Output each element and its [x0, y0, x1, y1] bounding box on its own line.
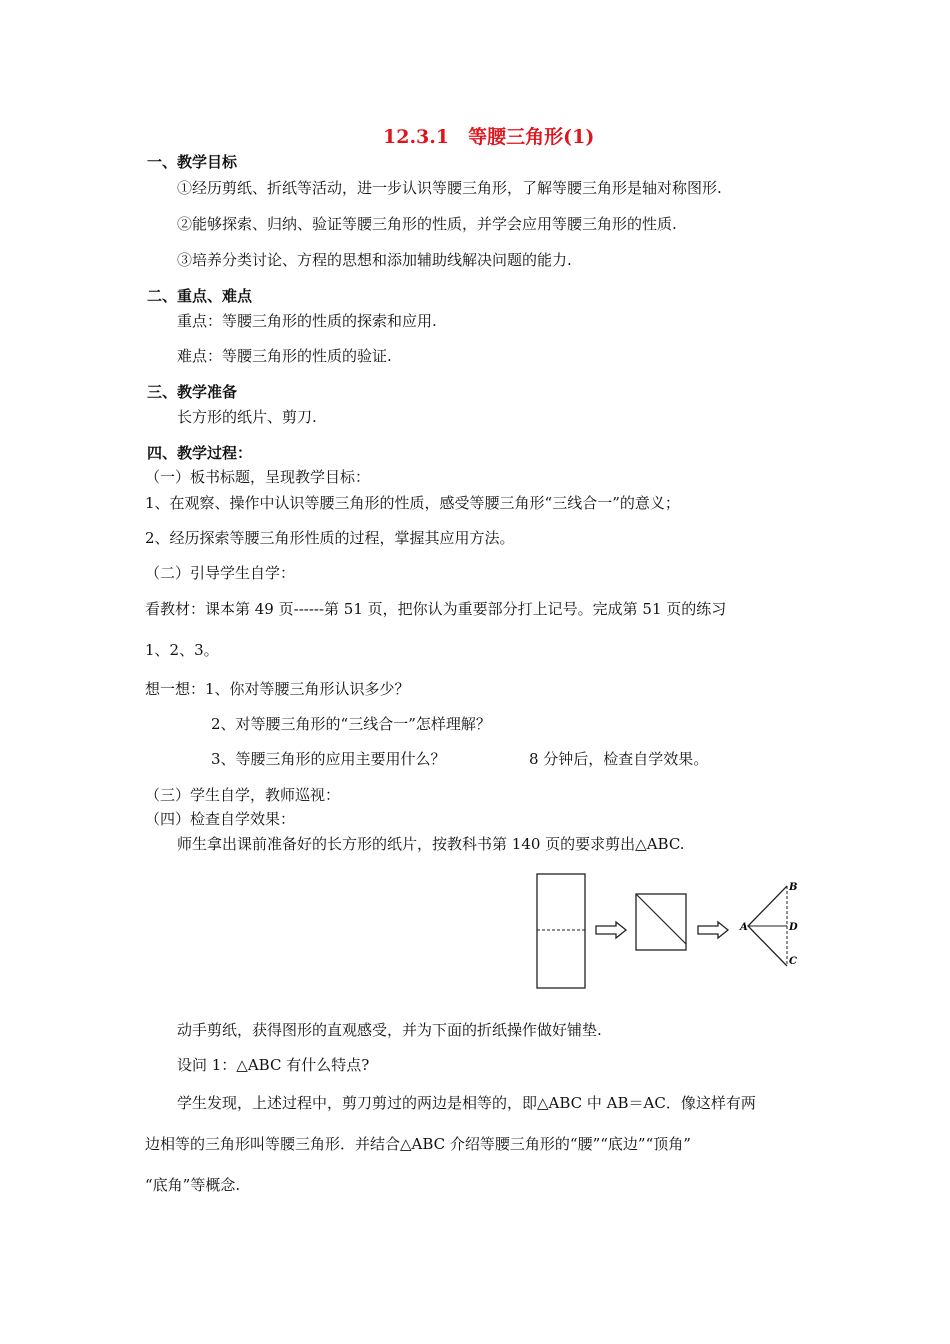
answer-line-1: 学生发现，上述过程中，剪刀剪过的两边是相等的，即△ABC 中 AB＝AC．像这样有两	[177, 1094, 756, 1112]
process-step-4: （四）检查自学效果：	[145, 810, 296, 828]
preparation-text: 长方形的纸片、剪刀.	[177, 408, 317, 426]
section-heading-goals: 一、教学目标	[147, 153, 238, 171]
goal-item-1: ①经历剪纸、折纸等活动，进一步认识等腰三角形，了解等腰三角形是轴对称图形.	[177, 179, 722, 197]
process-step-2: （二）引导学生自学：	[145, 564, 296, 582]
section-heading-process: 四、教学过程：	[147, 444, 253, 462]
answer-line-2: 边相等的三角形叫等腰三角形．并结合△ABC 介绍等腰三角形的“腰”“底边”“顶角”	[145, 1135, 691, 1153]
page-title: 12.3.1 等腰三角形(1)	[383, 126, 595, 148]
folded-square	[636, 894, 686, 950]
goal-item-2: ②能够探索、归纳、验证等腰三角形的性质，并学会应用等腰三角形的性质.	[177, 215, 677, 233]
process-step-1-item-2: 2、经历探索等腰三角形性质的过程，掌握其应用方法。	[145, 529, 515, 547]
label-a: A	[740, 922, 748, 933]
think-time-note: 8 分钟后，检查自学效果。	[529, 750, 709, 768]
reading-instruction-line-1: 看教材：课本第 49 页------第 51 页，把你认为重要部分打上记号。完成第 51 页的练习	[145, 600, 727, 618]
paper-cutting-figure	[530, 868, 810, 996]
arrow-right-icon	[596, 922, 626, 938]
diagonal-fold	[636, 894, 686, 944]
goal-item-3: ③培养分类讨论、方程的思想和添加辅助线解决问题的能力.	[177, 251, 572, 269]
think-question-2: 2、对等腰三角形的“三线合一”怎样理解？	[211, 715, 491, 733]
process-step-3: （三）学生自学，教师巡视：	[145, 786, 341, 804]
paper-rectangle	[537, 874, 585, 988]
process-step-4-text: 师生拿出课前准备好的长方形的纸片，按教科书第 140 页的要求剪出△ABC.	[177, 835, 685, 853]
after-figure-text: 动手剪纸，获得图形的直观感受，并为下面的折纸操作做好铺垫.	[177, 1021, 602, 1039]
arrow-right-icon	[698, 922, 728, 938]
label-d: D	[789, 922, 798, 933]
label-c: C	[789, 956, 797, 967]
process-step-1: （一）板书标题，呈现教学目标：	[145, 468, 371, 486]
key-point-text: 重点：等腰三角形的性质的探索和应用.	[177, 312, 437, 330]
answer-line-3: “底角”等概念.	[145, 1176, 241, 1194]
section-heading-preparation: 三、教学准备	[147, 383, 238, 401]
label-b: B	[789, 882, 798, 893]
question-1: 设问 1：△ABC 有什么特点?	[177, 1056, 370, 1074]
think-question-1: 想一想：1、你对等腰三角形认识多少？	[145, 680, 410, 698]
difficult-point-text: 难点：等腰三角形的性质的验证.	[177, 347, 392, 365]
triangle-abc	[748, 886, 787, 966]
think-question-3: 3、等腰三角形的应用主要用什么？	[211, 750, 446, 768]
reading-instruction-line-2: 1、2、3。	[145, 641, 219, 659]
process-step-1-item-1: 1、在观察、操作中认识等腰三角形的性质，感受等腰三角形“三线合一”的意义；	[145, 494, 680, 512]
section-heading-key-points: 二、重点、难点	[147, 287, 253, 305]
